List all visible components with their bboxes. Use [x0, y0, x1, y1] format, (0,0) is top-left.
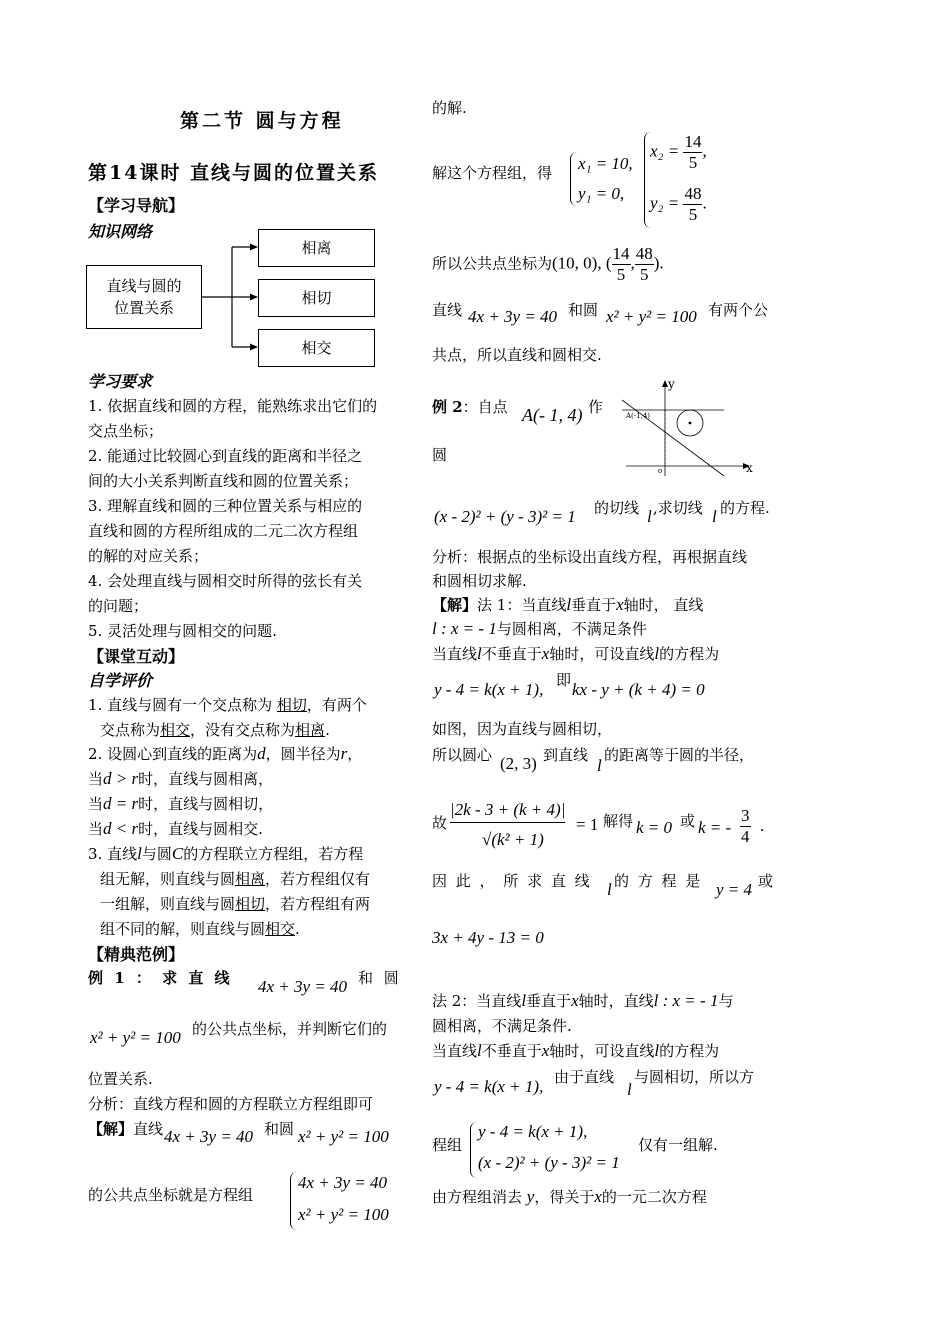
method-1-line: l : x = - 1与圆相离，不满足条件 — [432, 619, 647, 638]
method-1-therefore: 因 此 ， 所 求 直 线 — [432, 872, 590, 890]
example-2-point: A(- 1, 4) — [522, 405, 583, 425]
method-2-line: 由方程组消去 y，得关于x的一元二次方程 — [432, 1187, 707, 1206]
figure-origin-label: o — [658, 467, 663, 475]
method-1-gu: 故 — [432, 814, 448, 832]
solution-x1: x₁ = 10, — [578, 154, 633, 173]
self-eval-2-case3: 当d < r时，直线与圆相交. — [88, 819, 263, 838]
method-1-line: 的距离等于圆的半径， — [604, 746, 755, 764]
method-2-line: 与圆相切，所以方 — [634, 1068, 755, 1086]
method-1-line: 所以圆心 — [432, 746, 493, 764]
method-1-eq-b: kx - y + (k + 4) = 0 — [572, 680, 705, 699]
method-1-ji: 即 — [556, 671, 572, 689]
method-1-line: 如图，因为直线与圆相切， — [432, 720, 613, 738]
k-value-dot: . — [760, 816, 765, 835]
self-eval-2-case1: 当d > r时，直线与圆相离， — [88, 769, 274, 788]
solution-y2: y₂ = $\frac{48}{5}$ . — [650, 184, 707, 224]
figure-point-label: A(-1,4) — [626, 412, 651, 420]
method-2-l: l — [627, 1080, 632, 1099]
conclusion-text: 直线 — [432, 301, 463, 319]
example-1-solution-line-eq: 4x + 3y = 40 — [164, 1127, 254, 1146]
solution-1-brace — [570, 152, 577, 206]
self-eval-3-cont: 组无解，则直线与圆相离，若方程组仅有 — [100, 870, 371, 888]
requirement-line: 直线和圆的方程所组成的二元二次方程组 — [88, 522, 359, 540]
requirement-line: 5. 灵活处理与圆相交的问题. — [88, 622, 277, 640]
figure-x-label: x — [746, 461, 753, 475]
requirement-line: 4. 会处理直线与圆相交时所得的弦长有关 — [88, 572, 363, 590]
requirement-line: 2. 能通过比较圆心到直线的距离和半径之 — [88, 447, 363, 465]
self-eval-3-cont: 一组解，则直线与圆相切，若方程组有两 — [100, 895, 371, 913]
k-value-0: k = 0 — [636, 818, 673, 837]
example-2-analysis: 分析：根据点的坐标设出直线方程，再根据直线 — [432, 548, 748, 566]
solution-x2: x₂ = $\frac{14}{5}$ , — [650, 132, 707, 172]
method-1-line: 当直线l不垂直于x轴时，可设直线l的方程为 — [432, 644, 720, 663]
example-1-text: 的公共点坐标，并判断它们的 — [192, 1020, 388, 1038]
example-2-text: 作 — [588, 398, 604, 416]
solution-y1: y₁ = 0, — [578, 184, 625, 203]
section-title: 第二节 圆与方程 — [180, 110, 344, 132]
examples-heading: 【精典范例】 — [88, 945, 185, 964]
example-1-system-eq1: 4x + 3y = 40 — [298, 1173, 388, 1192]
example-2-text: ,求切线 — [653, 499, 703, 517]
example-2-figure — [620, 378, 760, 478]
class-interaction-heading: 【课堂互动】 — [88, 647, 185, 666]
requirement-line: 的解的对应关系； — [88, 547, 209, 565]
distance-equals: = 1 — [576, 815, 599, 834]
example-2-analysis: 和圆相切求解. — [432, 572, 527, 590]
method-1-line: 【解】法 1：当直线l垂直于x轴时， 直线 — [432, 595, 704, 614]
example-1-solution: 【解】直线 — [88, 1120, 164, 1138]
self-eval-1-cont: 交点称为相交，没有交点称为相离. — [100, 721, 330, 739]
answer-2: 3x + 4y - 13 = 0 — [432, 928, 544, 947]
diagram-branch-tangent: 相切 — [258, 279, 375, 317]
example-2-l: l — [712, 507, 717, 526]
method-1-huo: 或 — [680, 812, 696, 830]
self-eval-1: 1. 直线与圆有一个交点称为 相切，有两个 — [88, 696, 367, 714]
study-guide-heading: 【学习导航】 — [88, 196, 185, 215]
diagram-root-box: 直线与圆的 位置关系 — [86, 265, 202, 329]
example-1-system-text: 的公共点坐标就是方程组 — [88, 1186, 254, 1204]
self-eval-3-cont: 组不同的解，则直线与圆相交. — [100, 920, 300, 938]
requirement-line: 交点坐标； — [88, 422, 164, 440]
example-1-label: 例 1 ： 求 直 线 — [88, 969, 230, 987]
example-2-text: 的方程. — [720, 499, 770, 517]
example-2-text: 圆 — [432, 446, 448, 464]
method-1-center: (2, 3) — [500, 754, 537, 773]
method-2-system-eq1: y - 4 = k(x + 1), — [478, 1122, 588, 1141]
requirement-line: 的问题； — [88, 597, 149, 615]
self-eval-2: 2. 设圆心到直线的距离为d，圆半径为r， — [88, 744, 363, 763]
method-1-l: l — [607, 880, 612, 899]
self-eval-3: 3. 直线l与圆C的方程联立方程组，若方程 — [88, 844, 364, 863]
requirement-line: 3. 理解直线和圆的三种位置关系与相应的 — [88, 497, 363, 515]
method-2-line: 仅有一组解. — [638, 1136, 718, 1154]
diagram-branch-intersect: 相交 — [258, 329, 375, 367]
lesson-title: 第14课时 直线与圆的位置关系 — [88, 162, 380, 184]
k-value-1-frac: $\frac{3}{4}$ — [741, 806, 750, 846]
method-2-eq: y - 4 = k(x + 1), — [434, 1077, 544, 1096]
knowledge-network-heading: 知识网络 — [88, 222, 153, 241]
conclusion-text: 和圆 — [568, 301, 599, 319]
solution-text: 解这个方程组，得 — [432, 164, 553, 182]
diagram-branch-separate: 相离 — [258, 229, 375, 267]
example-2-label: 例 2：自点 — [432, 398, 508, 416]
method-1-eq-a: y - 4 = k(x + 1), — [434, 680, 544, 699]
example-1-solution-circle-eq: x² + y² = 100 — [298, 1127, 389, 1146]
example-1-text: 位置关系. — [88, 1070, 153, 1088]
study-requirements-heading: 学习要求 — [88, 372, 153, 391]
example-2-text: 的切线 — [594, 499, 640, 517]
method-2-system-eq2: (x - 2)² + (y - 3)² = 1 — [478, 1153, 620, 1172]
method-2-line: 当直线l不垂直于x轴时，可设直线l的方程为 — [432, 1041, 720, 1060]
method-1-jiede: 解得 — [603, 812, 634, 830]
conclusion-text: 共点，所以直线和圆相交. — [432, 346, 602, 364]
k-value-1: k = - — [698, 818, 732, 837]
distance-denominator: √(k² + 1) — [482, 830, 544, 849]
method-1-l: l — [597, 756, 602, 775]
self-eval-2-case2: 当d = r时，直线与圆相切， — [88, 794, 274, 813]
answer-1: y = 4 — [716, 880, 753, 899]
example-1-circle-eq: x² + y² = 100 — [90, 1028, 181, 1047]
conclusion-circle-eq: x² + y² = 100 — [606, 307, 697, 326]
solution-text: 的解. — [432, 99, 467, 117]
example-2-circle-eq: (x - 2)² + (y - 3)² = 1 — [434, 507, 576, 526]
self-evaluation-heading: 自学评价 — [88, 671, 153, 690]
conclusion-text: 有两个公 — [708, 301, 769, 319]
example-1-line-eq: 4x + 3y = 40 — [258, 977, 348, 996]
method-2-system-brace — [470, 1122, 477, 1178]
method-2-line: 法 2：当直线l垂直于x轴时，直线l : x = - 1与 — [432, 991, 734, 1010]
example-2-l: l — [647, 507, 652, 526]
conclusion-line-eq: 4x + 3y = 40 — [468, 307, 558, 326]
example-1-solution-and-circle: 和圆 — [264, 1120, 295, 1138]
requirement-line: 1. 依据直线和圆的方程，能熟练求出它们的 — [88, 397, 378, 415]
diagram-arrows — [0, 0, 420, 400]
intersection-points: 所以公共点坐标为(10, 0), ( $\frac{14}{5}$ , $\frac{48}{5}$ ). — [432, 244, 664, 284]
method-1-line: 到直线 — [543, 746, 589, 764]
method-2-line: 由于直线 — [554, 1068, 615, 1086]
method-2-line: 圆相离，不满足条件. — [432, 1017, 572, 1035]
distance-numerator: |2k - 3 + (k + 4)| — [450, 800, 565, 823]
figure-y-label: y — [668, 377, 675, 391]
method-2-system-label: 程组 — [432, 1136, 463, 1154]
example-1-and-circle: 和 圆 — [358, 969, 399, 987]
example-1-system-brace — [290, 1172, 297, 1230]
method-1-therefore: 的 方 程 是 — [614, 872, 701, 890]
requirement-line: 间的大小关系判断直线和圆的位置关系； — [88, 472, 359, 490]
method-1-or: 或 — [758, 872, 774, 890]
example-1-analysis: 分析：直线方程和圆的方程联立方程组即可 — [88, 1095, 374, 1113]
example-1-system-eq2: x² + y² = 100 — [298, 1205, 389, 1224]
